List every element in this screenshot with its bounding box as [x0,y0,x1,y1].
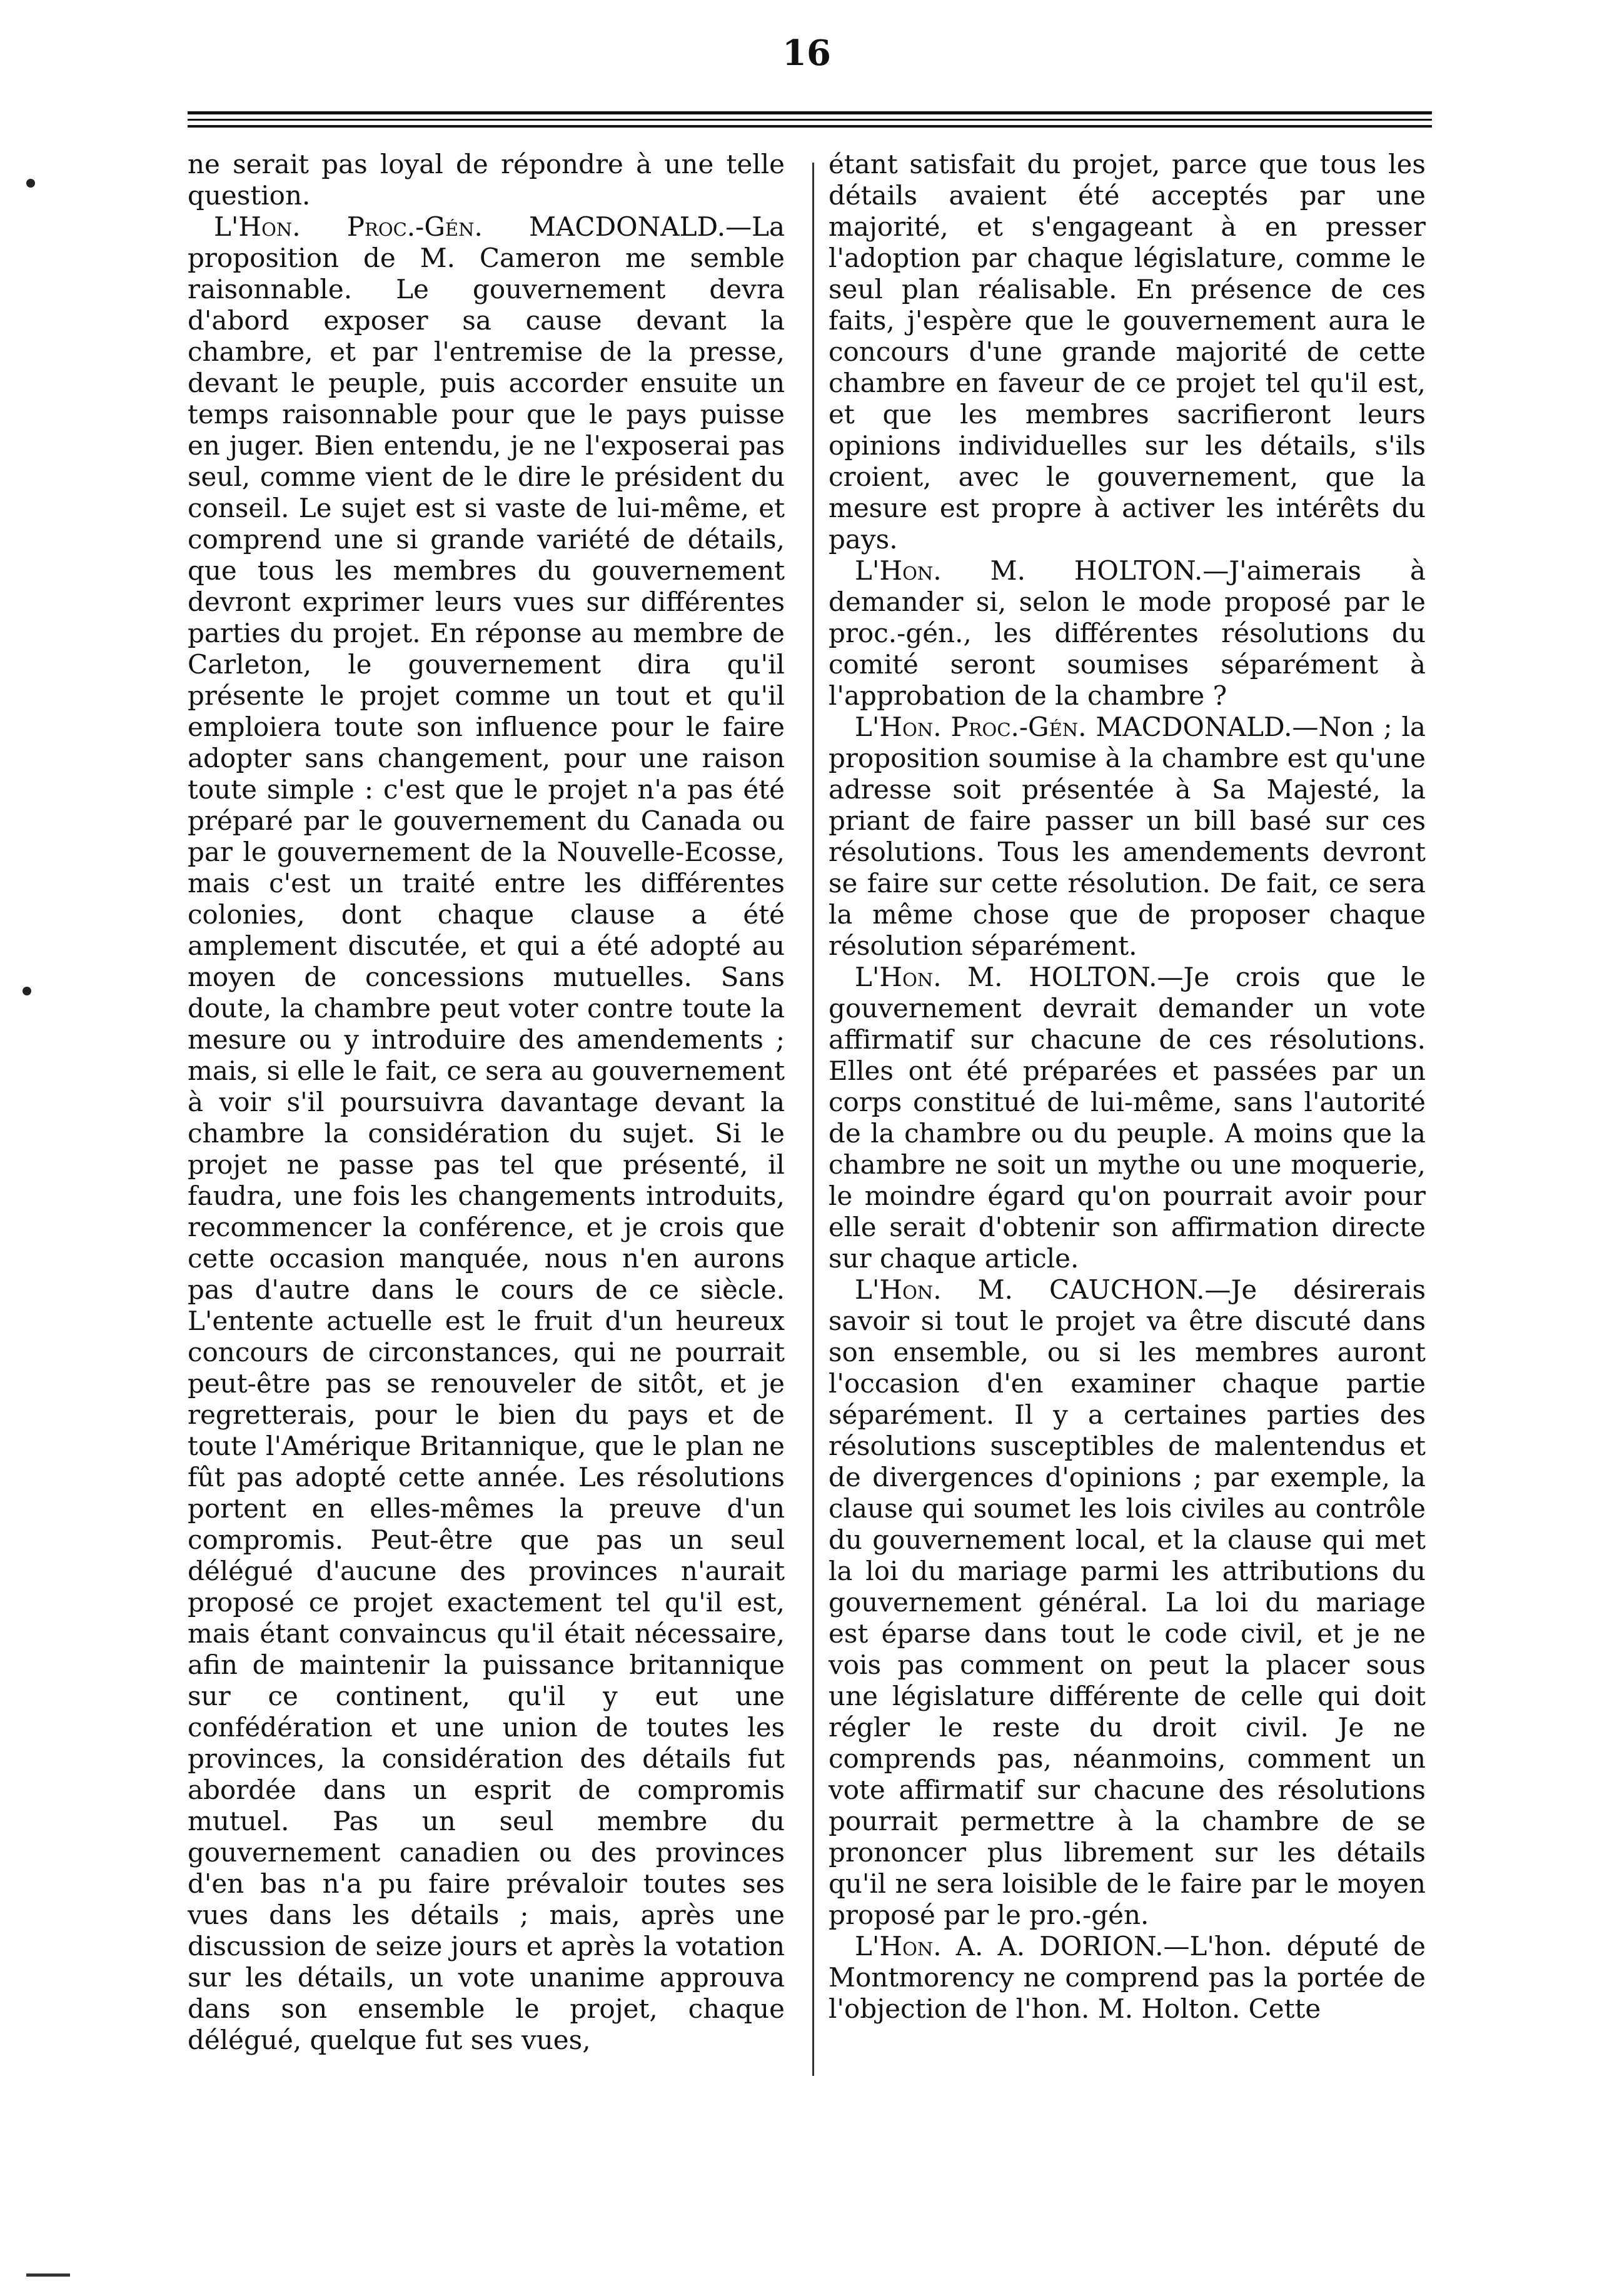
speech-paragraph [829,962,1426,1274]
paragraph-text: étant satisfait du projet, parce que tous les détails avaient été acceptés par une majorité, et s'engageant à en presser l'adoption par chaque législature, comme le seul plan réalisable. En présence de ces faits, j'espère que le gouvernement aura le concours d'une grande majorité de cette chambre en faveur de ce projet tel qu'il est, et que les membres sacrifieront leurs opinions individuelles sur les détails, s'ils croient, avec le gouvernement, que la mesure est propre à activer les intérêts du pays. [829,149,1426,555]
paragraph-text: ne serait pas loyal de répondre à une telle question. [188,149,785,211]
speech-text: —J'aimerais à demander si, selon le mode proposé par le proc.-gén., les différentes résolutions du comité seront soumises séparément à l'approbation de la chambre ? [829,555,1426,711]
speaker-name: L'Hon. M. HOLTON. [855,962,1157,992]
speech-paragraph [829,555,1426,712]
speech-text: —Non ; la proposition soumise à la chambre est qu'une adresse soit présentée à Sa Majesté, la priant de faire passer un bill basé sur ces résolutions. Tous les amendements devront se faire sur cette résolution. De fait, ce sera la même chose que de proposer chaque résolution séparément. [829,712,1426,961]
left-column [188,149,785,2056]
margin-dot [23,987,31,995]
paragraph [188,149,785,211]
speaker-name: L'Hon. M. CAUCHON. [855,1274,1205,1305]
speaker-name: L'Hon. Proc.-Gén. MACDONALD. [214,211,726,242]
page-number: 16 [782,33,831,74]
speaker-name: L'Hon. A. A. DORION. [855,1931,1164,1961]
header-rule [188,125,1432,128]
right-column [829,149,1426,2025]
column-divider [812,163,814,2076]
speech-paragraph [829,1931,1426,2025]
speech-text: —Je désirerais savoir si tout le projet va être discuté dans son ensemble, ou si les membres auront l'occasion d'en examiner chaque partie séparément. Il y a certaines parties des résolutions susceptibles de malentendus et de divergences d'opinions ; par exemple, la clause qui soumet les lois civiles au contrôle du gouvernement local, et la clause qui met la loi du mariage parmi les attributions du gouvernement général. La loi du mariage est éparse dans tout le code civil, et je ne vois pas comment on peut la placer sous une législature différente de celle qui doit régler le reste du droit civil. Je ne comprends pas, néanmoins, comment un vote affirmatif sur chacune des résolutions pourrait permettre à la chambre de se prononcer plus librement sur les détails qu'il ne sera loisible de le faire par le moyen proposé par le pro.-gén. [829,1274,1426,1930]
header-rule [188,119,1432,121]
speech-text: —La proposition de M. Cameron me semble raisonnable. Le gouvernement devra d'abord exposer sa cause devant la chambre, et par l'entremise de la presse, devant le peuple, puis accorder ensuite un temps raisonnable pour que le pays puisse en juger. Bien entendu, je ne l'exposerai pas seul, comme vient de le dire le président du conseil. Le sujet est si vaste de lui-même, et comprend une si grande variété de détails, que tous les membres du gouvernement devront exprimer leurs vues sur différentes parties du projet. En réponse au membre de Carleton, le gouvernement dira qu'il présente le projet comme un tout et qu'il emploiera toute son influence pour le faire adopter sans changement, pour une raison toute simple : c'est que le projet n'a pas été préparé par le gouvernement du Canada ou par le gouvernement de la Nouvelle-Ecosse, mais c'est un traité entre les différentes colonies, dont chaque clause a été amplement discutée, et qui a été adopté au moyen de concessions mutuelles. Sans doute, la chambre peut voter contre toute la mesure ou y introduire des amendements ; mais, si elle le fait, ce sera au gouvernement à voir s'il poursuivra davantage devant la chambre la considération du sujet. Si le projet ne passe pas tel que présenté, il faudra, une fois les changements introduits, recommencer la conférence, et je crois que cette occasion manquée, nous n'en aurons pas d'autre dans le cours de ce siècle. L'entente actuelle est le fruit d'un heureux concours de circonstances, qui ne pourrait peut-être pas se renouveler de sitôt, et je regretterais, pour le bien du pays et de toute l'Amérique Britannique, que le plan ne fût pas adopté cette année. Les résolutions portent en elles-mêmes la preuve d'un compromis. Peut-être que pas un seul délégué d'aucune des provinces n'aurait proposé ce projet exactement tel qu'il est, mais étant convaincus qu'il était nécessaire, afin de maintenir la puissance britannique sur ce continent, qu'il y eut une confédération et une union de toutes les provinces, la considération des détails fut abordée dans un esprit de compromis mutuel. Pas un seul membre du gouvernement canadien ou des provinces d'en bas n'a pu faire prévaloir toutes ses vues dans les détails ; mais, après une discussion de seize jours et après la votation sur les détails, un vote unanime approuva dans son ensemble le projet, chaque délégué, quelque fut ses vues, [188,211,785,2055]
speech-paragraph [188,211,785,2056]
speech-paragraph [829,712,1426,962]
speech-text: —Je crois que le gouvernement devrait demander un vote affirmatif sur chacune de ces résolutions. Elles ont été préparées et passées par un corps constitué de lui-même, sans l'autorité de la chambre ou du peuple. A moins que la chambre ne soit un mythe ou une moquerie, le moindre égard qu'on pourrait avoir pour elle serait d'obtenir son affirmation directe sur chaque article. [829,962,1426,1274]
margin-dash [26,2273,70,2277]
speaker-name: L'Hon. M. HOLTON. [855,555,1203,586]
speaker-name: L'Hon. Proc.-Gén. MACDONALD. [855,712,1292,742]
margin-dot [26,179,35,188]
speech-text: —L'hon. député de Montmorency ne comprend pas la portée de l'objection de l'hon. M. Holton. Cette [829,1931,1426,2024]
paragraph [829,149,1426,555]
header-rule [188,111,1432,114]
speech-paragraph [829,1274,1426,1931]
